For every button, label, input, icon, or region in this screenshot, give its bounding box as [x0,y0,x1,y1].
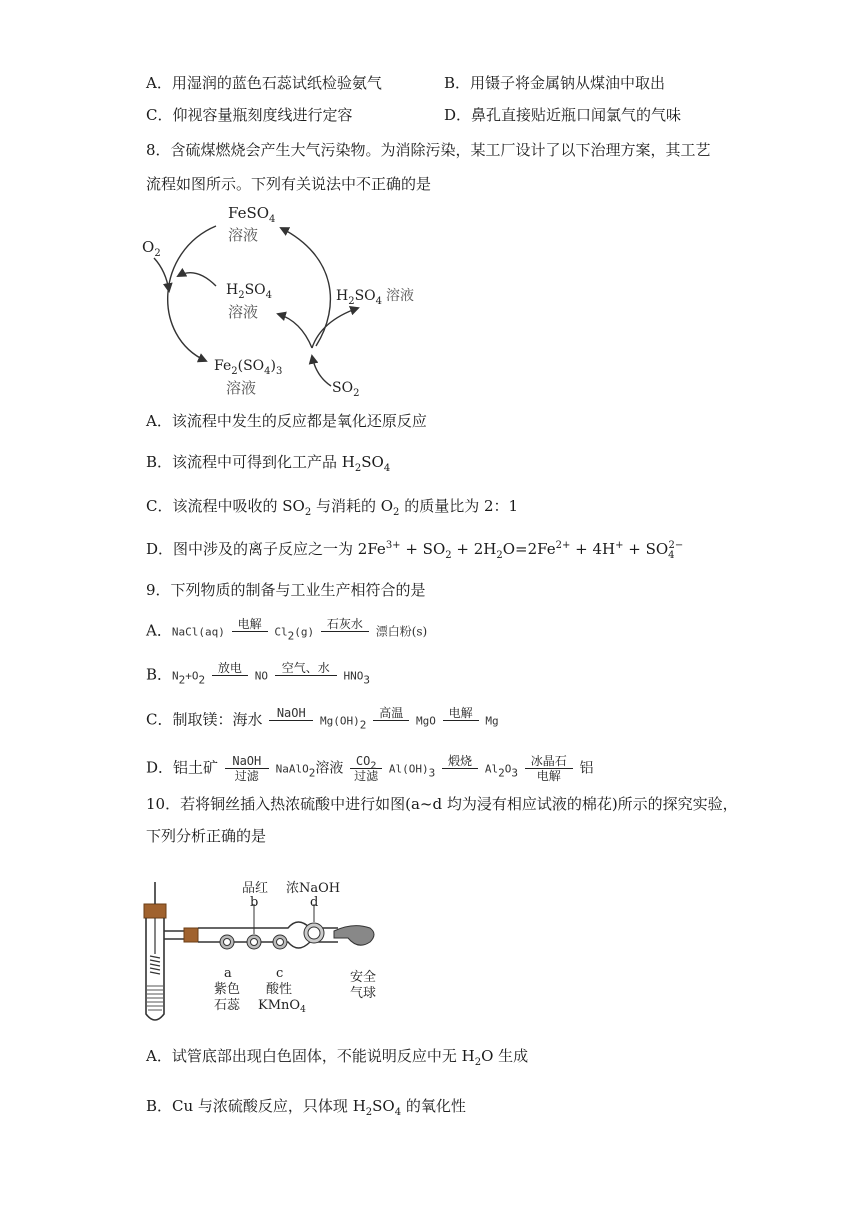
q8-option-c: C．该流程中吸收的 $SO_2$ 与消耗的 $O_2$ 的质量比为 2：1 [146,497,519,518]
label-qiqiu: 气球 [350,986,377,1001]
q10-stem-line1: 10．若将铜丝插入热浓硫酸中进行如图(a~d 均为浸有相应试液的棉花)所示的探究实验， [146,795,738,813]
q8-option-a: A．该流程中发生的反应都是氧化还原反应 [146,412,427,430]
q8-process-diagram [136,196,436,402]
label-feso4-solution: 溶液 [228,226,259,244]
q8-stem-line1: 8．含硫煤燃烧会产生大气污染物。为消除污染，某工厂设计了以下治理方案，其工艺 [146,141,711,159]
label-d: d [310,895,319,910]
label-c: c [276,966,284,981]
label-fe2so43: $Fe_2(SO_4)_3$ [214,358,283,377]
q9-option-c: C．制取镁：海水 NaOH $Mg(OH)_2$ 高温 MgO 电解 Mg [146,706,499,732]
label-suanxing: 酸性 [266,982,293,997]
q8-option-b: B．该流程中可得到化工产品 $H_2SO_4$ [146,453,391,474]
q7-option-b: B．用镊子将金属钠从煤油中取出 [444,74,666,92]
label-fe2so43-solution: 溶液 [226,379,257,397]
q9-option-a: A．NaCl(aq) 电解 $Cl_2(g)$ 石灰水 漂白粉(s) [146,617,428,643]
q7-option-c: C．仰视容量瓶刻度线进行定容 [146,106,353,124]
label-a: a [224,966,232,981]
q10-stem-line2: 下列分析正确的是 [146,827,267,845]
label-b: b [250,895,259,910]
q10-option-b: B．Cu 与浓硫酸反应，只体现 $H_2SO_4$ 的氧化性 [146,1097,466,1118]
label-feso4: FeSO$_4$ [228,204,276,225]
label-kmno4: KMnO$_4$ [258,998,306,1015]
q9-option-d: D．铝土矿 NaOH 过滤 NaAlO$_2$溶液 $CO_2$ 过滤 $Al(OH)_3$ 煅烧 $Al_2O_3$ 冰晶石 电解 铝 [146,754,594,783]
q8-stem-line2: 流程如图所示。下列有关说法中不正确的是 [146,175,432,193]
q10-option-a: A．试管底部出现白色固体，不能说明反应中无 $H_2O$ 生成 [146,1047,529,1068]
label-h2so4-inner-solution: 溶液 [228,303,259,321]
label-pinhong: 品红 [242,881,269,896]
label-h2so4-out: $H_2SO_4$ 溶液 [336,288,415,307]
label-conc-naoh: 浓NaOH [286,881,341,896]
q7-option-a: A．用湿润的蓝色石蕊试纸检验氨气 [146,74,382,92]
label-shirui: 石蕊 [214,998,241,1013]
q9-option-b: B．$N_2+O_2$ 放电 NO 空气、水 $HNO_3$ [146,661,371,687]
label-h2so4-inner: $H_2SO_4$ [226,282,273,301]
q7-option-d: D．鼻孔直接贴近瓶口闻氯气的气味 [444,106,682,124]
label-anquan: 安全 [350,970,377,985]
label-o2: $O_2$ [142,238,161,259]
q8-option-d: D．图中涉及的离子反应之一为 $2Fe^{3+} + SO_2 + 2H_2O=2Fe^{2+} + 4H^+ + SO_4^{2-}$ [146,540,684,561]
q10-apparatus-diagram [138,876,398,1028]
label-so2: $SO_2$ [332,380,360,399]
label-zise: 紫色 [214,982,241,997]
q9-stem: 9．下列物质的制备与工业生产相符合的是 [146,581,426,599]
